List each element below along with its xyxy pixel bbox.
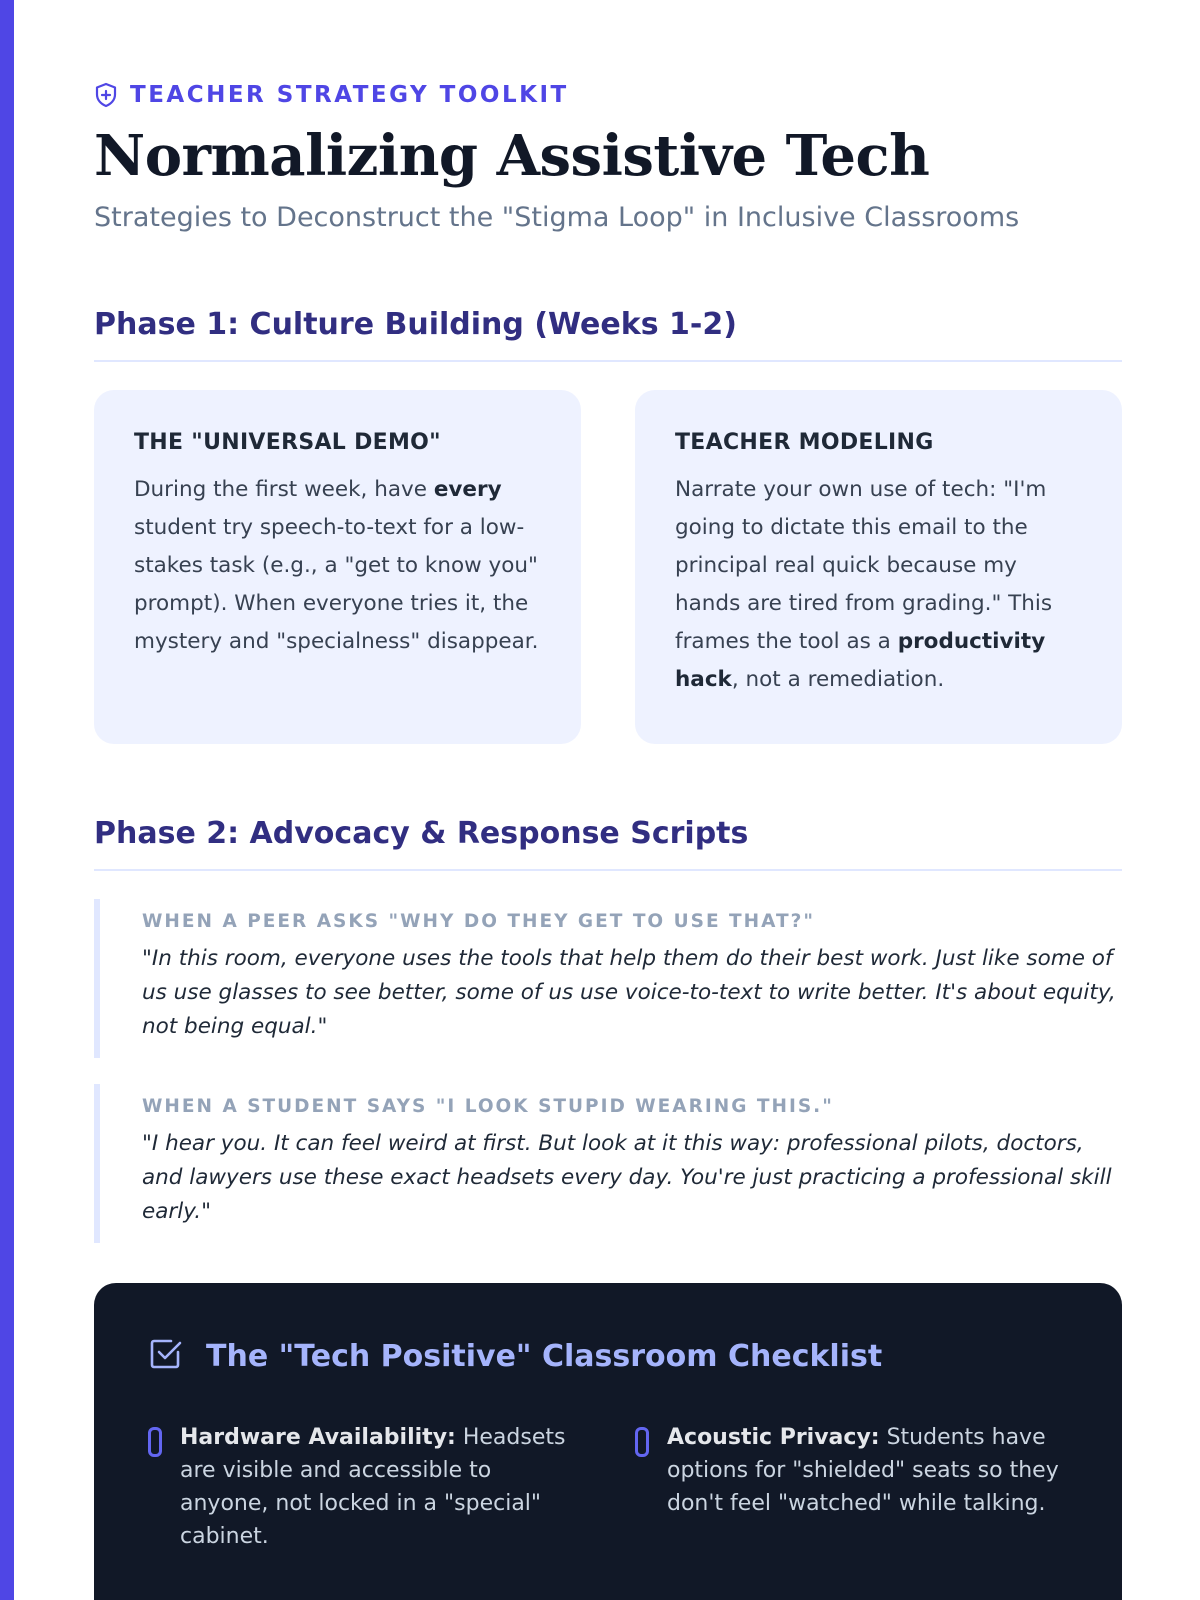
script-quote: "In this room, everyone uses the tools that help them do their best work. Just like some of us use glasses to see better, some of us use voice-to-text to write better. It's about equity, not being equal." bbox=[142, 945, 1116, 1039]
checklist-items bbox=[148, 1421, 1068, 1553]
eyebrow-label: TEACHER STRATEGY TOOLKIT bbox=[130, 82, 569, 108]
strategy-card-universal-demo bbox=[94, 390, 581, 744]
shield-plus-icon bbox=[94, 82, 118, 108]
checklist-item-title: Hardware Availability: bbox=[180, 1424, 456, 1450]
card-body-text: Narrate your own use of tech: "I'm going to dictate this email to the principal real quick because my hands are tired from grading." This frames the tool as a bbox=[675, 476, 1053, 654]
card-body bbox=[134, 471, 541, 661]
checklist-item-hardware bbox=[148, 1421, 581, 1553]
checkbox-icon bbox=[148, 1335, 184, 1379]
checkbox[interactable] bbox=[148, 1427, 162, 1457]
eyebrow bbox=[94, 82, 1122, 108]
strategy-card-teacher-modeling bbox=[635, 390, 1122, 744]
checklist-item-acoustic bbox=[635, 1421, 1068, 1553]
checklist-item-text bbox=[180, 1421, 581, 1553]
checklist-heading bbox=[148, 1335, 1068, 1379]
checklist-panel bbox=[94, 1283, 1122, 1600]
checklist-item-text bbox=[667, 1421, 1068, 1553]
checklist-item-description: Headsets are visible and accessible to anyone, not locked in a "special" cabinet. bbox=[180, 1424, 566, 1549]
page-title: Normalizing Assistive Tech bbox=[94, 123, 930, 189]
script-peer-question bbox=[94, 899, 1122, 1058]
script-label: WHEN A STUDENT SAYS "I LOOK STUPID WEARING THIS." bbox=[142, 1095, 834, 1117]
phase1-cards bbox=[94, 390, 1122, 744]
card-body bbox=[675, 471, 1082, 699]
card-body-emphasis: productivity hack bbox=[675, 628, 1046, 692]
card-body-text: , not a remediation. bbox=[731, 666, 945, 692]
card-body-text: student try speech-to-text for a low-stakes task (e.g., a "get to know you" prompt). When everyone tries it, the mystery and "specialness" disappear. bbox=[134, 514, 539, 654]
card-body-text: During the first week, have bbox=[134, 476, 434, 502]
card-title: TEACHER MODELING bbox=[675, 429, 934, 455]
page-subtitle: Strategies to Deconstruct the "Stigma Loop" in Inclusive Classrooms bbox=[94, 201, 1020, 233]
card-body-emphasis: every bbox=[433, 476, 502, 502]
checklist-item-description: Students have options for "shielded" seats so they don't feel "watched" while talking. bbox=[667, 1424, 1059, 1516]
script-quote: "I hear you. It can feel weird at first. But look at it this way: professional pilots, doctors, and lawyers use these exact headsets every day. You're just practicing a professional skill early." bbox=[142, 1130, 1112, 1224]
phase2-heading: Phase 2: Advocacy & Response Scripts bbox=[94, 816, 1122, 871]
phase1-heading: Phase 1: Culture Building (Weeks 1-2) bbox=[94, 307, 1122, 362]
main-content bbox=[94, 0, 1122, 1600]
card-title: THE "UNIVERSAL DEMO" bbox=[134, 429, 441, 455]
script-label: WHEN A PEER ASKS "WHY DO THEY GET TO USE THAT?" bbox=[142, 910, 816, 932]
accent-bar bbox=[0, 0, 14, 1600]
checkbox[interactable] bbox=[635, 1427, 649, 1457]
response-scripts bbox=[94, 899, 1122, 1243]
checklist-item-title: Acoustic Privacy: bbox=[667, 1424, 880, 1450]
checklist-title: The "Tech Positive" Classroom Checklist bbox=[206, 1339, 883, 1375]
script-student-self-conscious bbox=[94, 1084, 1122, 1243]
